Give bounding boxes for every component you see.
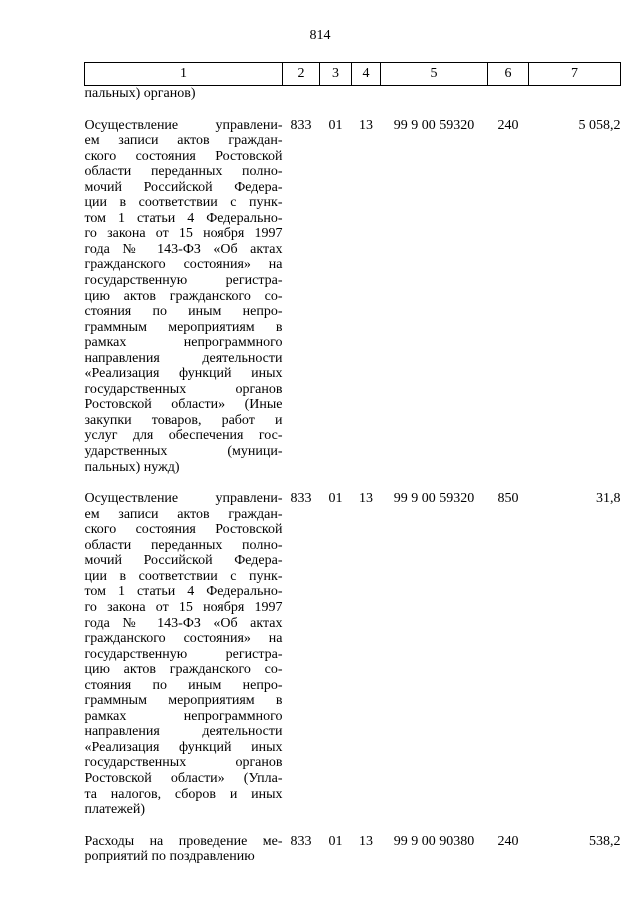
table-row <box>85 102 621 476</box>
description-line: том 1 статьи 4 Федерально- <box>84 584 283 600</box>
description-line: роприятий по поздравлению <box>84 849 255 865</box>
row-description <box>85 102 283 476</box>
column-header-7: 7 <box>529 63 621 86</box>
description-line: граммным мероприятиям в <box>84 319 283 335</box>
description-line: области переданных полно- <box>84 537 283 553</box>
row-description <box>85 475 283 817</box>
description-line: платежей) <box>84 802 146 818</box>
cell-expense-type: 850 <box>497 491 519 507</box>
description-line: гражданского состояния» на <box>84 631 283 647</box>
description-line: услуг для обеспечения гос- <box>84 428 283 444</box>
cell-target-article: 99 9 00 90380 <box>393 833 475 849</box>
description-line: государственную регистра- <box>84 273 283 289</box>
description-line: ударственных (муници- <box>84 444 283 460</box>
description-line: ского состояния Ростовской <box>84 522 283 538</box>
column-header-5: 5 <box>381 63 488 86</box>
column-header-3: 3 <box>320 63 352 86</box>
table-row <box>85 475 621 817</box>
cell-section: 01 <box>328 491 343 507</box>
description-line: стояния по иным непро- <box>84 304 283 320</box>
description-line: Ростовской области» (Упла- <box>84 770 283 786</box>
cell-ministry-code: 833 <box>290 833 312 849</box>
description-line: Ростовской области» (Иные <box>84 397 283 413</box>
continuation-text: пальных) органов) <box>84 86 196 101</box>
cell-amount: 5 058,2 <box>578 117 621 133</box>
cell-expense-type: 240 <box>497 117 519 133</box>
table-header-row <box>85 63 621 86</box>
description-line: граммным мероприятиям в <box>84 693 283 709</box>
description-line: Осуществление управлени- <box>84 491 283 507</box>
column-header-1: 1 <box>85 63 283 86</box>
description-line: Расходы на проведение ме- <box>84 833 283 849</box>
page-number: 814 <box>309 28 331 43</box>
description-line: том 1 статьи 4 Федерально- <box>84 210 283 226</box>
description-line: го закона от 15 ноября 1997 <box>84 226 283 242</box>
description-line: стояния по иным непро- <box>84 677 283 693</box>
cell-subsection: 13 <box>359 491 373 507</box>
description-line: государственных органов <box>84 381 283 397</box>
column-header-4: 4 <box>352 63 381 86</box>
description-line: цию актов гражданского со- <box>84 288 283 304</box>
cell-amount: 31,8 <box>596 491 621 507</box>
description-line: государственных органов <box>84 755 283 771</box>
description-line: рамках непрограммного <box>84 708 283 724</box>
description-line: направления деятельности <box>84 350 283 366</box>
cell-target-article: 99 9 00 59320 <box>393 117 475 133</box>
description-line: ем записи актов граждан- <box>84 506 283 522</box>
table-row <box>85 818 621 865</box>
description-line: ем записи актов граждан- <box>84 133 283 149</box>
description-line: «Реализация функций иных <box>84 366 283 382</box>
column-header-2: 2 <box>283 63 320 86</box>
description-line: области переданных полно- <box>84 164 283 180</box>
row-description <box>85 818 283 865</box>
budget-table <box>84 62 621 865</box>
description-line: ции в соответствии с пунк- <box>84 568 283 584</box>
description-line: государственную регистра- <box>84 646 283 662</box>
description-line: го закона от 15 ноября 1997 <box>84 599 283 615</box>
description-line: мочий Российской Федера- <box>84 179 283 195</box>
cell-subsection: 13 <box>359 117 373 133</box>
cell-section: 01 <box>328 833 343 849</box>
column-header-6: 6 <box>488 63 529 86</box>
description-line: мочий Российской Федера- <box>84 553 283 569</box>
cell-section: 01 <box>328 117 343 133</box>
description-line: направления деятельности <box>84 724 283 740</box>
description-line: года № 143-ФЗ «Об актах <box>84 615 283 631</box>
cell-expense-type: 240 <box>497 833 519 849</box>
cell-target-article: 99 9 00 59320 <box>393 491 475 507</box>
description-line: ции в соответствии с пунк- <box>84 195 283 211</box>
description-line: цию актов гражданского со- <box>84 662 283 678</box>
cell-amount: 538,2 <box>589 833 621 849</box>
description-line: закупки товаров, работ и <box>84 412 283 428</box>
description-line: ского состояния Ростовской <box>84 148 283 164</box>
description-line: та налогов, сборов и иных <box>84 786 283 802</box>
description-line: года № 143-ФЗ «Об актах <box>84 241 283 257</box>
cell-ministry-code: 833 <box>290 491 312 507</box>
description-line: пальных) нужд) <box>84 459 180 475</box>
description-line: гражданского состояния» на <box>84 257 283 273</box>
continuation-row <box>85 86 621 102</box>
cell-subsection: 13 <box>359 833 373 849</box>
cell-ministry-code: 833 <box>290 117 312 133</box>
description-line: рамках непрограммного <box>84 335 283 351</box>
description-line: Осуществление управлени- <box>84 117 283 133</box>
description-line: «Реализация функций иных <box>84 739 283 755</box>
